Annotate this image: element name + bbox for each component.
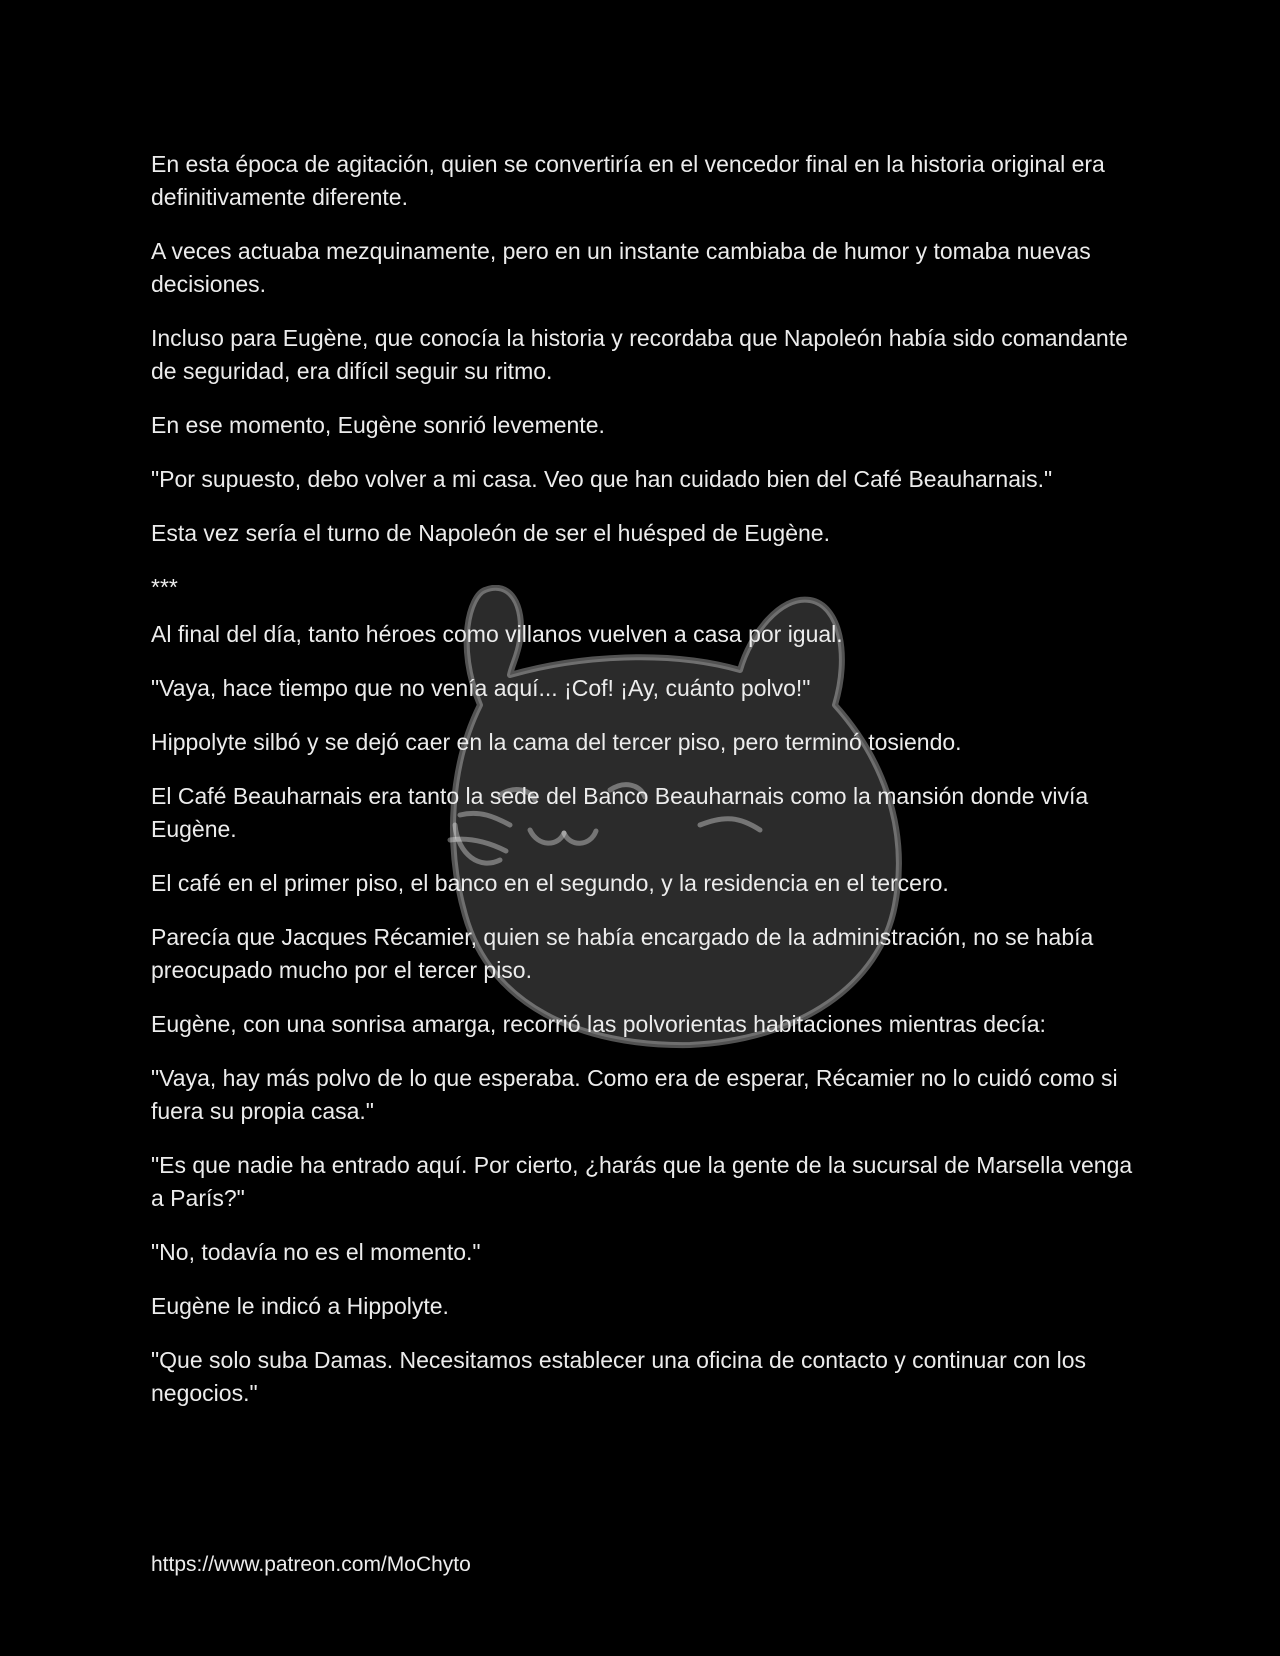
paragraph-18: "Que solo suba Damas. Necesitamos establecer una oficina de contacto y continuar con los negocios." — [151, 1347, 1087, 1406]
paragraph-9: Hippolyte silbó y se dejó caer en la cama del tercer piso, pero terminó tosiendo. — [151, 729, 962, 755]
paragraph-11: El café en el primer piso, el banco en el segundo, y la residencia en el tercero. — [151, 870, 949, 896]
paragraph-1: En esta época de agitación, quien se convertiría en el vencedor final en la historia original era definitivamente diferente. — [151, 151, 1105, 210]
paragraph-15: "Es que nadie ha entrado aquí. Por cierto, ¿harás que la gente de la sucursal de Marsella venga a París?" — [151, 1152, 1133, 1211]
paragraph-7: Al final del día, tanto héroes como villanos vuelven a casa por igual. — [151, 621, 843, 647]
paragraph-17: Eugène le indicó a Hippolyte. — [151, 1293, 449, 1319]
paragraph-13: Eugène, con una sonrisa amarga, recorrió las polvorientas habitaciones mientras decía: — [151, 1011, 1046, 1037]
paragraph-16: "No, todavía no es el momento." — [151, 1239, 481, 1265]
scene-separator: *** — [151, 574, 178, 600]
patreon-link[interactable]: https://www.patreon.com/MoChyto — [151, 1553, 471, 1576]
paragraph-3: Incluso para Eugène, que conocía la historia y recordaba que Napoleón había sido comandante de seguridad, era difícil seguir su ritmo. — [151, 325, 1128, 384]
paragraph-2: A veces actuaba mezquinamente, pero en un instante cambiaba de humor y tomaba nuevas decisiones. — [151, 238, 1091, 297]
paragraph-10: El Café Beauharnais era tanto la sede del Banco Beauharnais como la mansión donde vivía Eugène. — [151, 783, 1089, 842]
paragraph-4: En ese momento, Eugène sonrió levemente. — [151, 412, 605, 438]
chapter-text — [151, 148, 1151, 1431]
paragraph-14: "Vaya, hay más polvo de lo que esperaba. Como era de esperar, Récamier no lo cuidó como si fuera su propia casa." — [151, 1065, 1118, 1124]
paragraph-6: Esta vez sería el turno de Napoleón de ser el huésped de Eugène. — [151, 520, 830, 546]
paragraph-8: "Vaya, hace tiempo que no venía aquí... ¡Cof! ¡Ay, cuánto polvo!" — [151, 675, 811, 701]
paragraph-5: "Por supuesto, debo volver a mi casa. Veo que han cuidado bien del Café Beauharnais." — [151, 466, 1053, 492]
paragraph-12: Parecía que Jacques Récamier, quien se había encargado de la administración, no se había preocupado mucho por el tercer piso. — [151, 924, 1094, 983]
